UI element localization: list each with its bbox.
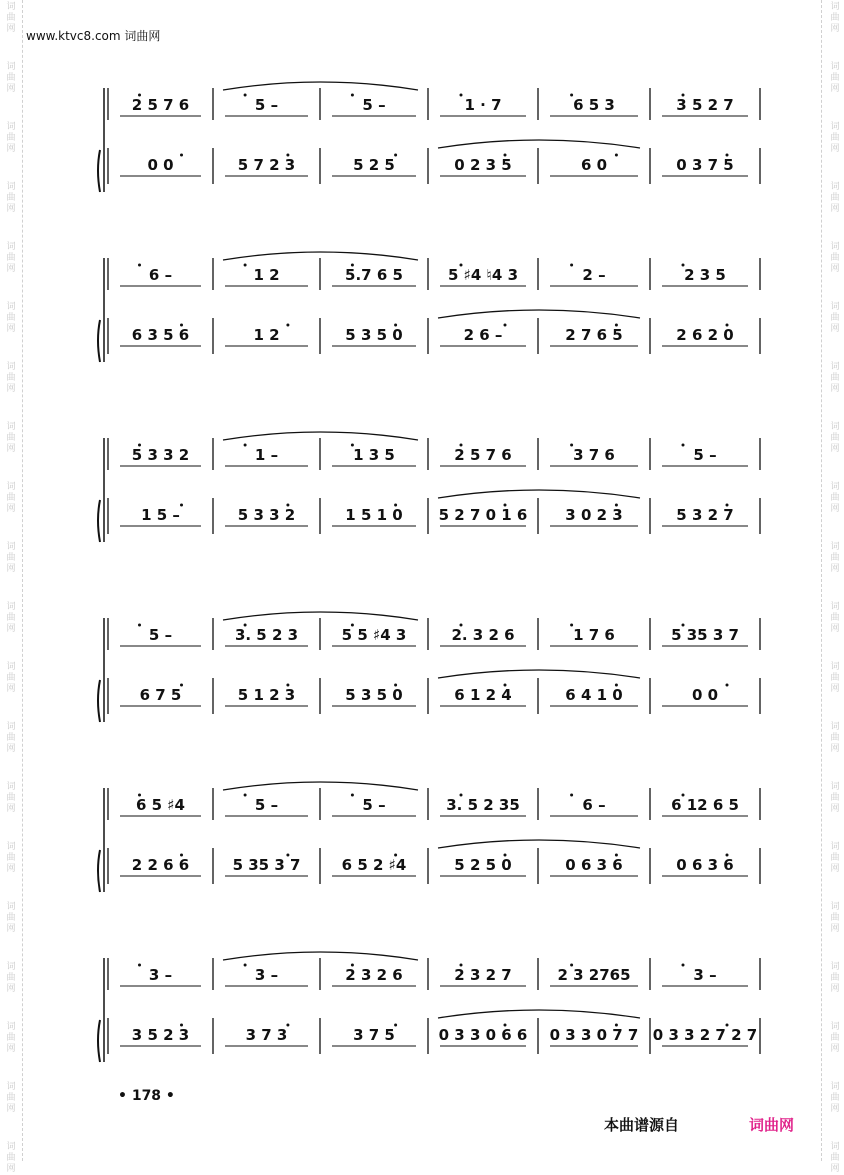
lower-measure: 0 0	[147, 156, 174, 174]
octave-dot	[615, 684, 618, 687]
watermark-text: 词 曲 网	[830, 182, 840, 214]
upper-measure: 3. 5 2 35	[446, 796, 520, 814]
lower-measure: 6 0	[580, 156, 608, 174]
upper-measure: 5 ♯4 ♮4 3	[447, 266, 519, 284]
octave-dot	[351, 964, 354, 967]
lower-measure: 5 35 3 7	[232, 856, 301, 874]
octave-dot	[504, 854, 507, 857]
upper-measure: 5.7 6 5	[345, 266, 403, 284]
watermark-text: 词 曲 网	[6, 182, 16, 214]
octave-dot	[286, 1024, 289, 1027]
watermark-text: 词 曲 网	[830, 782, 840, 814]
upper-measure: 1 2	[253, 266, 280, 284]
lower-measure: 5 3 5 0	[345, 686, 403, 704]
upper-measure: 5 –	[148, 626, 173, 644]
octave-dot	[460, 444, 463, 447]
watermark-text: 词 曲 网	[830, 842, 840, 874]
watermark-text: 词 曲 网	[830, 242, 840, 274]
lower-measure: 2 6 2 0	[676, 326, 734, 344]
octave-dot	[682, 794, 685, 797]
lower-measure: 3 7 5	[353, 1026, 395, 1044]
lower-measure: 0 3 3 0 6 6	[438, 1026, 528, 1044]
octave-dot	[504, 1024, 507, 1027]
upper-measure: 5 5 ♯4 3	[341, 626, 407, 644]
octave-dot	[460, 794, 463, 797]
octave-dot	[244, 964, 247, 967]
watermark-text: 词 曲 网	[6, 302, 16, 334]
lower-measure: 0 2 3 5	[454, 156, 512, 174]
octave-dot	[726, 504, 729, 507]
upper-measure: 5 –	[254, 796, 279, 814]
octave-dot	[138, 94, 141, 97]
octave-dot	[138, 444, 141, 447]
upper-measure: 2 5 7 6	[454, 446, 512, 464]
watermark-text: 词 曲 网	[6, 782, 16, 814]
watermark-text: 词 曲 网	[830, 302, 840, 334]
watermark-text: 词 曲 网	[6, 842, 16, 874]
watermark-text: 词 曲 网	[6, 542, 16, 574]
lower-measure: 0 3 7 5	[676, 156, 734, 174]
watermark-text: 词 曲 网	[830, 902, 840, 934]
octave-dot	[138, 794, 141, 797]
upper-measure: 5 3 3 2	[131, 446, 190, 464]
lower-measure: 0 3 3 2 7 2 7	[652, 1026, 758, 1044]
source-label: 本曲谱源自	[604, 1116, 680, 1134]
lower-measure: 2 2 6 6	[131, 856, 190, 874]
lower-measure: 5 2 5	[353, 156, 395, 174]
octave-dot	[570, 444, 573, 447]
octave-dot	[682, 964, 685, 967]
octave-dot	[180, 684, 183, 687]
watermark-text: 词 曲 网	[6, 722, 16, 754]
octave-dot	[180, 504, 183, 507]
upper-measure: 3. 5 2 3	[234, 626, 299, 644]
octave-dot	[244, 624, 247, 627]
watermark-text: 词 曲 网	[6, 1082, 16, 1114]
octave-dot	[504, 324, 507, 327]
lower-measure: 5 3 3 2	[237, 506, 296, 524]
watermark-text: 词 曲 网	[830, 422, 840, 454]
lower-measure: 6 4 1 0	[565, 686, 623, 704]
octave-dot	[504, 154, 507, 157]
upper-measure: 5 –	[254, 96, 279, 114]
lower-measure: 2 7 6 5	[565, 326, 623, 344]
octave-dot	[138, 964, 141, 967]
octave-dot	[726, 154, 729, 157]
upper-measure: 5 –	[693, 446, 717, 464]
octave-dot	[682, 264, 685, 267]
upper-measure: 5 –	[362, 796, 386, 814]
octave-dot	[180, 324, 183, 327]
watermark-text: 词 曲 网	[830, 602, 840, 634]
watermark-text: 词 曲 网	[6, 2, 16, 34]
octave-dot	[504, 504, 507, 507]
watermark-text: 词 曲 网	[830, 482, 840, 514]
octave-dot	[286, 504, 289, 507]
lower-measure: 0 3 3 0 7 7	[549, 1026, 639, 1044]
octave-dot	[394, 504, 397, 507]
slur	[438, 670, 640, 678]
octave-dot	[351, 444, 354, 447]
watermark-text: 词 曲 网	[6, 902, 16, 934]
brace-curve	[98, 850, 100, 892]
upper-measure: 6 5 ♯4	[135, 796, 186, 814]
octave-dot	[351, 794, 354, 797]
lower-measure: 0 0	[691, 686, 719, 704]
octave-dot	[570, 794, 573, 797]
watermark-text: 词 曲 网	[6, 482, 16, 514]
octave-dot	[615, 504, 618, 507]
octave-dot	[244, 794, 247, 797]
upper-measure: 3 –	[693, 966, 717, 984]
lower-measure: 1 5 1 0	[345, 506, 403, 524]
octave-dot	[615, 854, 618, 857]
upper-measure: 1 7 6	[573, 626, 615, 644]
octave-dot	[286, 324, 289, 327]
lower-measure: 6 5 2 ♯4	[341, 856, 407, 874]
octave-dot	[244, 264, 247, 267]
lower-measure: 3 7 3	[245, 1026, 288, 1044]
upper-measure: 6 12 6 5	[671, 796, 739, 814]
octave-dot	[726, 324, 729, 327]
watermark-text: 词 曲 网	[830, 1022, 840, 1054]
octave-dot	[394, 154, 397, 157]
upper-measure: 2. 3 2 6	[451, 626, 515, 644]
slur	[438, 840, 640, 848]
upper-measure: 2 3 2 7	[454, 966, 512, 984]
upper-measure: 6 –	[148, 266, 173, 284]
lower-measure: 0 6 3 6	[565, 856, 623, 874]
watermark-text: 词 曲 网	[830, 1142, 840, 1174]
page-number: • 178 •	[118, 1088, 175, 1104]
octave-dot	[726, 854, 729, 857]
brace-curve	[98, 500, 100, 542]
upper-measure: 3 7 6	[573, 446, 615, 464]
lower-measure: 5 3 2 7	[676, 506, 734, 524]
watermark-text: 词 曲 网	[830, 362, 840, 394]
watermark-text: 词 曲 网	[6, 62, 16, 94]
lower-measure: 6 7 5	[139, 686, 182, 704]
watermark-text: 词 曲 网	[830, 1082, 840, 1114]
octave-dot	[615, 154, 618, 157]
upper-measure: 5 –	[362, 96, 386, 114]
octave-dot	[286, 684, 289, 687]
upper-measure: 2 –	[582, 266, 606, 284]
octave-dot	[682, 624, 685, 627]
brace-curve	[98, 680, 100, 722]
watermark-text: 词 曲 网	[6, 1022, 16, 1054]
watermark-text: 词 曲 网	[830, 2, 840, 34]
watermark-text: 词 曲 网	[6, 422, 16, 454]
octave-dot	[460, 624, 463, 627]
octave-dot	[138, 264, 141, 267]
octave-dot	[394, 684, 397, 687]
upper-measure: 3 5 2 7	[676, 96, 734, 114]
lower-measure: 5 3 5 0	[345, 326, 403, 344]
lower-measure: 2 6 –	[463, 326, 503, 344]
upper-measure: 2 3 2765	[557, 966, 631, 984]
slur	[438, 1010, 640, 1018]
octave-dot	[394, 854, 397, 857]
upper-measure: 1 3 5	[353, 446, 395, 464]
lower-measure: 6 1 2 4	[454, 686, 512, 704]
octave-dot	[682, 444, 685, 447]
octave-dot	[244, 94, 247, 97]
octave-dot	[180, 854, 183, 857]
octave-dot	[180, 154, 183, 157]
octave-dot	[351, 264, 354, 267]
upper-measure: 2 3 5	[684, 266, 726, 284]
upper-measure: 1 –	[254, 446, 279, 464]
upper-measure: 6 –	[582, 796, 606, 814]
watermark-text: 词 曲 网	[6, 602, 16, 634]
brace-curve	[98, 320, 100, 362]
octave-dot	[351, 94, 354, 97]
upper-measure: 5 35 3 7	[671, 626, 739, 644]
octave-dot	[726, 1024, 729, 1027]
octave-dot	[394, 324, 397, 327]
site-header[interactable]: www.ktvc8.com 词曲网	[26, 29, 161, 43]
watermark-text: 词 曲 网	[830, 962, 840, 994]
slur	[438, 140, 640, 148]
lower-measure: 5 2 7 0 1 6	[438, 506, 528, 524]
octave-dot	[570, 624, 573, 627]
octave-dot	[138, 624, 141, 627]
upper-measure: 6 5 3	[573, 96, 615, 114]
watermark-text: 词 曲 网	[6, 242, 16, 274]
octave-dot	[460, 964, 463, 967]
brand-link[interactable]: 词曲网	[749, 1116, 795, 1134]
lower-measure: 1 2	[253, 326, 280, 344]
watermark-text: 词 曲 网	[830, 722, 840, 754]
lower-measure: 3 5 2 3	[131, 1026, 190, 1044]
watermark-text: 词 曲 网	[830, 662, 840, 694]
lower-measure: 5 7 2 3	[237, 156, 296, 174]
lower-measure: 5 2 5 0	[454, 856, 512, 874]
octave-dot	[460, 94, 463, 97]
watermark-text: 词 曲 网	[830, 542, 840, 574]
octave-dot	[394, 1024, 397, 1027]
octave-dot	[244, 444, 247, 447]
octave-dot	[286, 154, 289, 157]
octave-dot	[286, 854, 289, 857]
slur	[438, 490, 640, 498]
octave-dot	[615, 324, 618, 327]
octave-dot	[460, 264, 463, 267]
upper-measure: 2 5 7 6	[131, 96, 190, 114]
octave-dot	[570, 964, 573, 967]
octave-dot	[682, 94, 685, 97]
octave-dot	[726, 684, 729, 687]
octave-dot	[570, 264, 573, 267]
octave-dot	[180, 1024, 183, 1027]
watermark-text: 词 曲 网	[6, 122, 16, 154]
upper-measure: 1 · 7	[464, 96, 502, 114]
watermark-text: 词 曲 网	[6, 362, 16, 394]
watermark-text: 词 曲 网	[830, 122, 840, 154]
octave-dot	[351, 624, 354, 627]
octave-dot	[615, 1024, 618, 1027]
lower-measure: 5 1 2 3	[237, 686, 296, 704]
watermark-text: 词 曲 网	[6, 1142, 16, 1174]
upper-measure: 2 3 2 6	[345, 966, 403, 984]
octave-dot	[504, 684, 507, 687]
watermark-text: 词 曲 网	[6, 962, 16, 994]
upper-measure: 3 –	[148, 966, 173, 984]
upper-measure: 3 –	[254, 966, 279, 984]
slur	[438, 310, 640, 318]
lower-measure: 3 0 2 3	[565, 506, 623, 524]
lower-measure: 6 3 5 6	[131, 326, 190, 344]
lower-measure: 1 5 –	[141, 506, 180, 524]
watermark-text: 词 曲 网	[830, 62, 840, 94]
lower-measure: 0 6 3 6	[676, 856, 734, 874]
watermark-text: 词 曲 网	[6, 662, 16, 694]
brace-curve	[98, 150, 100, 192]
octave-dot	[570, 94, 573, 97]
brace-curve	[98, 1020, 100, 1062]
